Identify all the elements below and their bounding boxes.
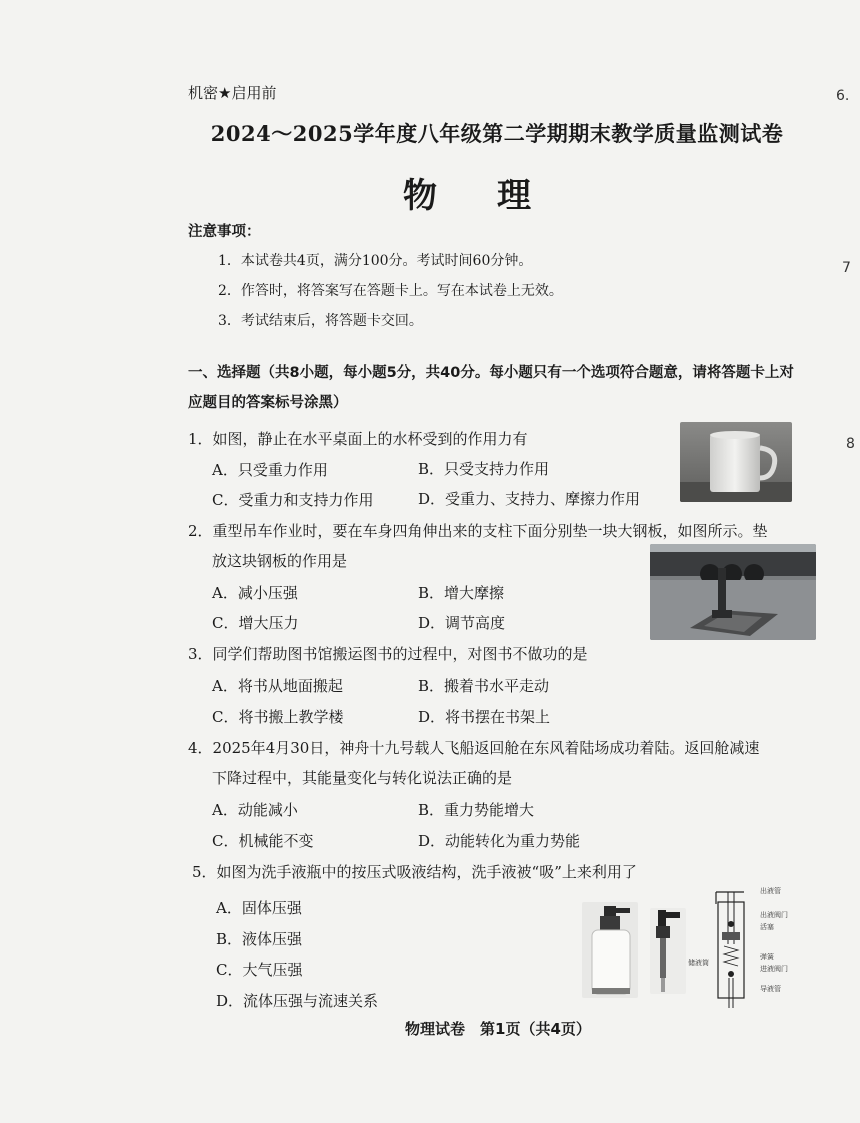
- pump-head-photo: [650, 908, 686, 994]
- q4-option-d: D．动能转化为重力势能: [418, 832, 581, 850]
- question-3-stem: 3．同学们帮助图书馆搬运图书的过程中，对图书不做功的是: [188, 645, 588, 663]
- notice-item: 3．考试结束后，将答题卡交回。: [218, 313, 423, 329]
- mug-photo: [680, 422, 792, 502]
- q4-option-b: B．重力势能增大: [418, 801, 535, 819]
- page-footer: 物理试卷 第1页（共4页）: [405, 1020, 591, 1038]
- edge-mark: 8: [846, 436, 855, 452]
- notice-heading: 注意事项：: [188, 224, 261, 240]
- confidential-mark: 机密★启用前: [188, 84, 277, 102]
- crane-outrigger-photo: [650, 544, 816, 640]
- q3-option-a: A．将书从地面搬起: [212, 677, 343, 695]
- q2-option-b: B．增大摩擦: [418, 584, 505, 602]
- question-2-stem-cont: 放这块钢板的作用是: [212, 552, 348, 570]
- edge-mark: 7: [842, 260, 851, 276]
- q1-option-c: C．受重力和支持力作用: [212, 491, 374, 509]
- q2-option-d: D．调节高度: [418, 614, 506, 632]
- edge-mark: 6.: [836, 88, 850, 104]
- notice-item: 1．本试卷共4页，满分100分。考试时间60分钟。: [218, 253, 533, 269]
- q5-option-c: C．大气压强: [216, 961, 303, 979]
- question-1-stem: 1．如图，静止在水平桌面上的水杯受到的作用力有: [188, 430, 528, 448]
- q2-option-a: A．减小压强: [212, 584, 298, 602]
- q5-option-a: A．固体压强: [216, 899, 302, 917]
- diagram-label: 储液筒: [688, 959, 709, 967]
- diagram-label: 出液管: [760, 887, 781, 895]
- diagram-label: 弹簧: [760, 953, 774, 961]
- diagram-label: 出液阀门: [760, 911, 788, 919]
- question-4-stem-cont: 下降过程中，其能量变化与转化说法正确的是: [212, 769, 513, 787]
- q5-option-b: B．液体压强: [216, 930, 303, 948]
- diagram-label: 导液管: [760, 985, 781, 993]
- q3-option-b: B．搬着书水平走动: [418, 677, 550, 695]
- q4-option-a: A．动能减小: [212, 801, 298, 819]
- question-2-stem: 2．重型吊车作业时，要在车身四角伸出来的支柱下面分别垫一块大钢板，如图所示。垫: [188, 522, 768, 540]
- question-5-stem: 5．如图为洗手液瓶中的按压式吸液结构，洗手液被“吸”上来利用了: [192, 863, 637, 881]
- question-4-stem: 4．2025年4月30日，神舟十九号载人飞船返回舱在东风着陆场成功着陆。返回舱减速: [188, 739, 760, 757]
- subject-title: 物理: [403, 176, 591, 216]
- q1-option-a: A．只受重力作用: [212, 461, 328, 479]
- section-heading: 一、选择题（共8小题，每小题5分，共40分。每小题只有一个选项符合题意，请将答题卡上对应题目的答案标号涂黑）: [188, 365, 794, 411]
- q5-option-d: D．流体压强与流速关系: [216, 992, 379, 1010]
- diagram-label: 进液阀门: [760, 965, 788, 973]
- q1-option-b: B．只受支持力作用: [418, 460, 550, 478]
- q2-option-c: C．增大压力: [212, 614, 299, 632]
- q3-option-c: C．将书搬上教学楼: [212, 708, 344, 726]
- notice-item: 2．作答时，将答案写在答题卡上。写在本试卷上无效。: [218, 283, 563, 299]
- soap-bottle-photo: [582, 902, 638, 998]
- q4-option-c: C．机械能不变: [212, 832, 314, 850]
- exam-title: 2024～2025学年度八年级第二学期期末教学质量监测试卷: [210, 121, 784, 146]
- q3-option-d: D．将书摆在书架上: [418, 708, 551, 726]
- q1-option-d: D．受重力、支持力、摩擦力作用: [418, 490, 641, 508]
- diagram-label: 活塞: [760, 923, 774, 931]
- pump-structure-diagram: [710, 884, 750, 1008]
